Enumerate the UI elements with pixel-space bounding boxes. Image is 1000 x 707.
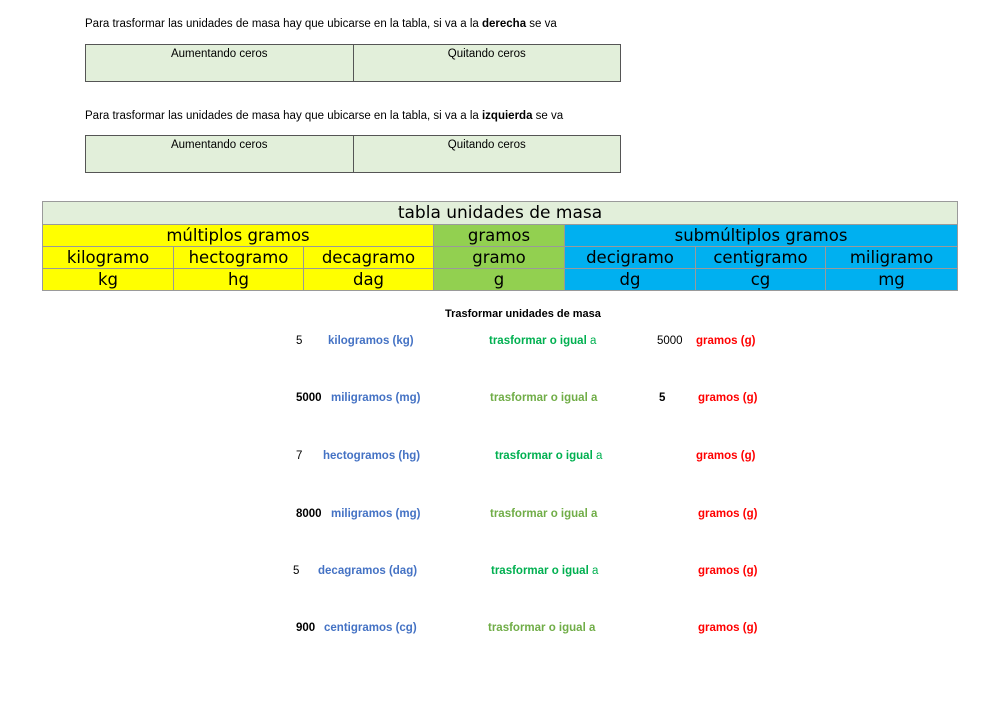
unit-name: kilogramo (43, 247, 174, 269)
answer-box-izquierda (85, 135, 621, 173)
mass-units-table (42, 201, 958, 291)
exercise-verb: trasformar o igual a (489, 335, 597, 347)
exercise-verb: trasformar o igual a (488, 622, 596, 634)
exercise-target: gramos (g) (698, 392, 758, 404)
option-quitando-ceros[interactable]: Quitando ceros (353, 45, 621, 81)
exercise-value: 5 (296, 335, 303, 347)
group-submultiples: submúltiplos gramos (565, 225, 958, 247)
intro-suffix: se va (532, 110, 564, 122)
unit-name: centigramo (696, 247, 826, 269)
exercise-result[interactable] (657, 622, 687, 636)
exercise-result[interactable] (657, 565, 687, 579)
unit-symbol: dg (565, 269, 696, 291)
option-quitando-ceros[interactable]: Quitando ceros (353, 136, 621, 172)
exercise-target: gramos (g) (698, 622, 758, 634)
exercise-target: gramos (g) (696, 335, 756, 347)
unit-symbol: g (434, 269, 565, 291)
exercise-title: Trasformar unidades de masa (445, 308, 601, 320)
exercise-value: 8000 (296, 508, 322, 520)
unit-name: decagramo (304, 247, 434, 269)
unit-symbol: mg (826, 269, 958, 291)
exercise-result[interactable]: 5000 (657, 335, 683, 347)
intro-prefix: Para trasformar las unidades de masa hay que ubicarse en la tabla, si va a la (85, 18, 482, 30)
unit-symbol: hg (174, 269, 304, 291)
exercise-verb: trasformar o igual a (491, 565, 599, 577)
exercise-value: 5000 (296, 392, 322, 404)
intro-keyword: derecha (481, 18, 527, 30)
exercise-target: gramos (g) (698, 508, 758, 520)
exercise-unit: decagramos (dag) (318, 565, 418, 577)
option-aumentando-ceros[interactable]: Aumentando ceros (170, 48, 268, 60)
intro-text-derecha (85, 18, 557, 30)
option-aumentando-ceros[interactable]: Aumentando ceros (170, 139, 268, 151)
unit-symbol: kg (43, 269, 174, 291)
unit-symbol: cg (696, 269, 826, 291)
answer-box-derecha (85, 44, 621, 82)
exercise-verb: trasformar o igual a (490, 508, 598, 520)
exercise-value: 7 (296, 450, 303, 462)
exercise-target: gramos (g) (696, 450, 756, 462)
exercise-unit: kilogramos (kg) (328, 335, 414, 347)
exercise-value: 900 (296, 622, 316, 634)
unit-name: miligramo (826, 247, 958, 269)
exercise-result[interactable]: 5 (659, 392, 666, 404)
group-base: gramos (434, 225, 565, 247)
unit-symbol: dag (304, 269, 434, 291)
exercise-result[interactable] (657, 508, 687, 522)
exercise-verb: trasformar o igual a (490, 392, 598, 404)
intro-text-izquierda (85, 110, 563, 122)
exercise-unit: hectogramos (hg) (323, 450, 421, 462)
intro-suffix: se va (526, 18, 557, 30)
intro-prefix: Para trasformar las unidades de masa hay que ubicarse en la tabla, si va a la (85, 110, 482, 122)
table-title: tabla unidades de masa (43, 202, 958, 225)
exercise-target: gramos (g) (698, 565, 758, 577)
group-multiples: múltiplos gramos (43, 225, 434, 247)
unit-name: decigramo (565, 247, 696, 269)
unit-name: hectogramo (174, 247, 304, 269)
exercise-value: 5 (293, 565, 300, 577)
intro-keyword: izquierda (481, 110, 533, 122)
exercise-unit: centigramos (cg) (324, 622, 417, 634)
exercise-verb: trasformar o igual a (495, 450, 603, 462)
exercise-unit: miligramos (mg) (331, 508, 421, 520)
exercise-result[interactable] (657, 450, 687, 464)
exercise-unit: miligramos (mg) (331, 392, 421, 404)
unit-name: gramo (434, 247, 565, 269)
